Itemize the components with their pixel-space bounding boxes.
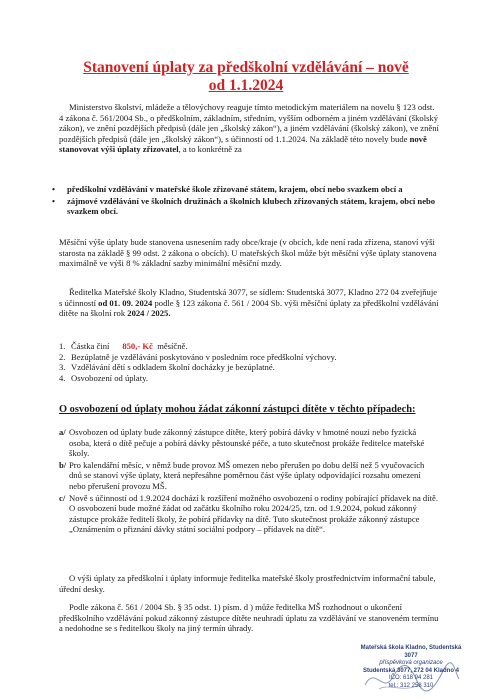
numbered-list bbox=[59, 341, 439, 383]
item-number: 3. bbox=[59, 362, 66, 373]
exemption-label: a/ bbox=[59, 427, 66, 437]
item-text: Osvobození od úplaty. bbox=[71, 372, 149, 383]
item-text: Vzdělávání dětí s odkladem školní docházky je bezúplatné. bbox=[71, 362, 275, 373]
school-stamp bbox=[355, 645, 467, 690]
item-number: 4. bbox=[59, 372, 66, 383]
director-text-2: podle § 123 zákona č. 561 / 2004 Sb. výši měsíční úplaty za předškolní vzdělávání dítěte na školní rok bbox=[59, 297, 439, 319]
fee-amount: 850,- Kč bbox=[122, 341, 153, 351]
stamp-line4: IČO: 618 94 281 bbox=[388, 675, 434, 681]
numbered-item bbox=[59, 373, 439, 384]
intro-paragraph bbox=[59, 102, 439, 155]
effective-date: od 01. 09. 2024 bbox=[98, 297, 153, 308]
stamp-line1: Mateřská škola Kladno, Studentská 3077 bbox=[360, 645, 462, 659]
bullet-item bbox=[52, 184, 442, 195]
section-heading: O osvobození od úplaty mohou žádat zákonní zástupci dítěte v těchto případech: bbox=[59, 404, 416, 415]
stamp-line5: tel.: 312 258 310 bbox=[388, 682, 434, 689]
item-suffix: měsíčně. bbox=[157, 341, 188, 351]
stamp-line2: příspěvková organizace bbox=[379, 660, 443, 666]
school-year: 2024 / 2025. bbox=[127, 308, 171, 319]
exemption-item bbox=[59, 460, 439, 492]
stamp-line3: Studentská 3077, 272 04 Kladno 4 bbox=[362, 667, 460, 674]
exemption-item bbox=[59, 493, 439, 535]
exemption-label: b/ bbox=[59, 459, 67, 470]
law-paragraph: Podle zákona č. 561 / 2004 Sb. § 35 odst. 1) písm. d ) může ředitelka MŠ rozhodnout o ukončení předškolního vzdělávání pokud zákonný zástupce dítěte neuhradí úplatu za vzdělávání ve stanoveném termínu a nedohodne se s ředitelkou školy na jiný termín úhrady. bbox=[59, 602, 439, 634]
bullet-text: zájmové vzdělávání ve školních družinách a školních klubech zřizovaných státem, krajem, obcí nebo svazkem obcí. bbox=[67, 195, 436, 217]
item-text: Částka činí bbox=[71, 341, 110, 351]
document-title-line1: Stanovení úplaty za předškolní vzdělávání – nově bbox=[83, 59, 409, 76]
document-title-line2: od 1.1.2024 bbox=[208, 77, 284, 94]
bullet-icon: • bbox=[52, 195, 56, 206]
intro-text: Ministerstvo školství, mládeže a tělovýchovy reaguje tímto metodickým materiálem na novelu § 123 odst. 4 zákona č. 561/2004 Sb., o předškolním, základním, středním, vyšším odborném a jiném vzdělávání (školský zákon), ve znění pozdějších předpisů (dále jen „školský zákon“), a jiném vzdělávání (školský zákon), ve znění pozdějších předpisů (dále jen „školský zákon“), s účinností od 1.1.2024. Na základě této novely bude bbox=[59, 102, 439, 144]
bullet-text: předškolní vzdělávání v mateřské škole zřizované státem, krajem, obcí nebo svazkem obcí a bbox=[67, 184, 403, 194]
director-paragraph bbox=[59, 287, 439, 319]
info-paragraph: O výši úplaty za předškolní i úplaty informuje ředitelka mateřské školy prostřednictvím informační tabule, úřední desky. bbox=[59, 573, 436, 594]
bullet-list bbox=[52, 184, 442, 218]
intro-text-end: , a to konkrétně za bbox=[178, 144, 242, 155]
monthly-fee-paragraph: Měsíční výše úplaty bude stanovena usnesením rady obce/kraje (v obcích, kde není rada zřízena, stanoví výši starosta na základě § 99 odst. 2 zákona o obcích). U mateřských škol může být měsíční výše úplaty stanovena maximálně ve výši 8 % základní sazby minimální měsíční mzdy. bbox=[59, 237, 437, 269]
exemption-item bbox=[59, 427, 439, 459]
exemption-list bbox=[59, 427, 439, 536]
numbered-item bbox=[59, 362, 439, 373]
exemption-text: Osvobozen od úplaty bude zákonný zástupce dítěte, který pobírá dávky v hmotné nouzi nebo fyzická osoba, která o dítě pečuje a pobírá dávky pěstounské péče, a tuto skutečnost prokáže ředitelce mateřské školy. bbox=[69, 427, 425, 459]
director-text: Ředitelka Mateřské školy Kladno, Studentská 3077, se sídlem: Studentská 3077, Kladno 272 04 zveřejňuje s účinností bbox=[59, 287, 438, 308]
exemption-text: Pro kalendářní měsíc, v němž bude provoz MŠ omezen nebo přerušen po dobu delší než 5 vyučovacích dnů se stanoví výše úplaty, která nepřesáhne poměrnou část výše úplaty odpovídající rozsahu omezení nebo přerušení provozu MŠ. bbox=[69, 459, 425, 491]
item-text: Bezúplatně je vzdělávání poskytováno v posledním roce předškolní výchovy. bbox=[71, 351, 337, 362]
bullet-icon: • bbox=[52, 184, 56, 194]
numbered-item bbox=[59, 352, 439, 363]
exemption-text: Nově s účinností od 1.9.2024 dochází k rozšíření možného osvobození o rodiny pobírající přídavek na dítě. O osvobození bude možné žádat od začátku školního roku 2024/25, tzn. od 1.9.2024, pokud zákonný zástupce prokáže ředitelí školy, že pobírá přídavky na dítě. Tuto skutečnost prokáže zákonný zástupce „Oznámením o přiznání dávky státní sociální podpory – přídavek na dítě“. bbox=[69, 492, 438, 535]
numbered-item bbox=[59, 341, 439, 352]
item-number: 2. bbox=[59, 351, 66, 362]
exemption-label: c/ bbox=[59, 492, 66, 503]
bullet-item bbox=[52, 196, 442, 217]
item-number: 1. bbox=[59, 341, 66, 351]
intro-bold-text: nově stanovovat výši úplaty zřizovatel bbox=[59, 133, 427, 155]
